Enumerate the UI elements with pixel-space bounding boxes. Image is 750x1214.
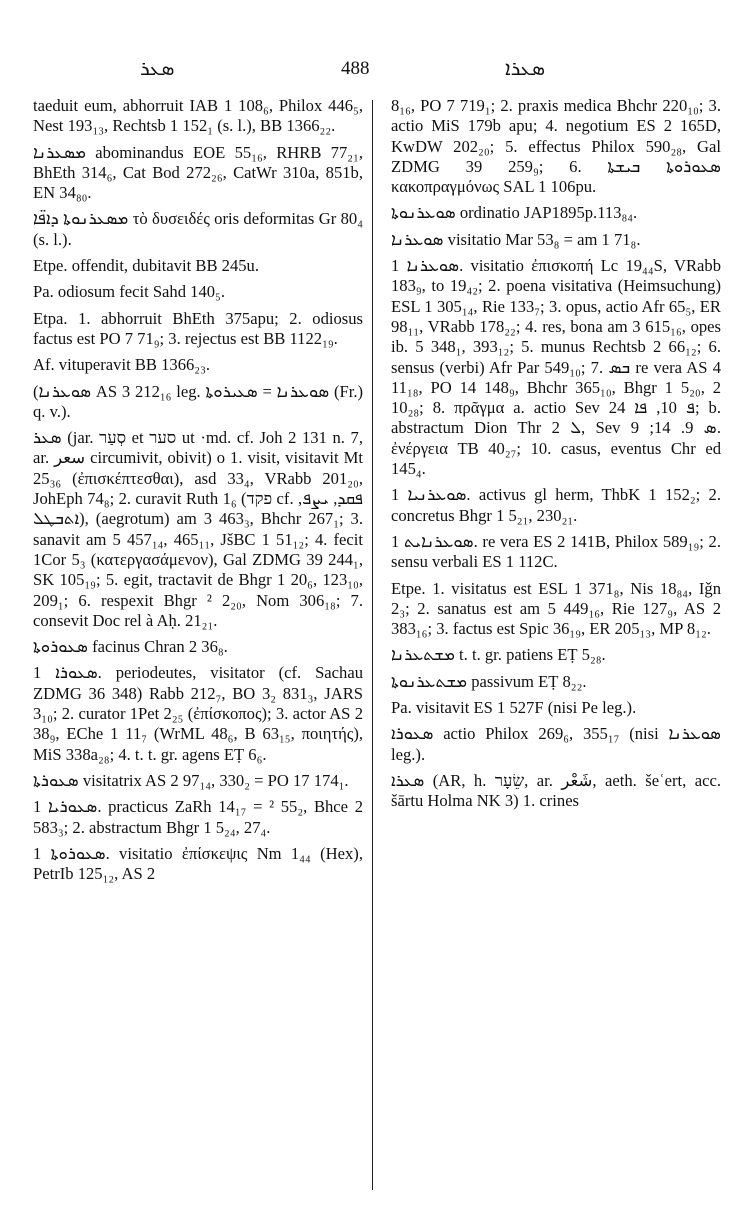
dictionary-entry: ܣܥܘܪܐ actio Philox 269₆, 355₁₇ (nisi ܣܘܥܪܢܐ leg.). bbox=[391, 724, 721, 764]
running-head-right: ܣܥܪܐ bbox=[505, 58, 546, 80]
dictionary-entry: Pa. visitavit ES 1 527F (nisi Pe leg.). bbox=[391, 698, 637, 718]
dictionary-entry: ܡܫܬܥܪܢܐ t. t. gr. patiens EṬ 5₂₈. bbox=[391, 645, 606, 665]
dictionary-entry: ܣܘܥܪܢܐܝܬ 1. re vera ES 2 141B, Philox 589₁₉; 2. sensu verbali ES 1 112C. bbox=[391, 531, 721, 572]
dictionary-entry: ܣܥܪ (jar. סְעַר et סער ut ·md. cf. Joh 2 131 n. 7, ar. سعر circumivit, obivit) ο 1. visit, visitavit Mt 25₃₆ (ἐπισκέπτεσθαι), asd 33₄, VRabb 201₂₀, JohEph 74₈; 2. curavit Ruth 1₆ (פקד cf. ܦܩܕ, ܝܨܦ, ܐܬܒܛܠ), (aegrotum) am 3 463₃, Bhchr 267₁; 3. sanavit am 5 457₁₄, 465₁₁, JšBC 1 51₁₂; 4. fecit 1Cor 5₃ (κατεργασάμενον), Gal ZDMG 39 244₁, SK 105₁₉; 5. egit, tractavit de Bhgr 1 20₆, 123₁₀, 209₁; 6. respexit Bhgr ² 2₂₀, Nom 306₁₈; 7. consevit Doc rel à Aḥ. 21₂₁. bbox=[33, 428, 363, 630]
dictionary-entry: ܣܥܘܪܘܬܐ facinus Chran 2 36₈. bbox=[33, 637, 228, 657]
column-divider bbox=[372, 100, 373, 1190]
right-column bbox=[391, 96, 721, 1186]
dictionary-entry: Etpa. 1. abhorruit BhEth 375apu; 2. odiosus factus est PO 7 71₉; 3. rejectus est BB 1122₁₉. bbox=[33, 308, 363, 348]
dictionary-entry: Etpe. offendit, dubitavit BB 245u. bbox=[33, 256, 259, 276]
dictionary-entry: Pa. odiosum fecit Sahd 140₅. bbox=[33, 282, 225, 302]
page-header bbox=[0, 56, 750, 86]
dictionary-entry: ܣܥܘܪܬܐ visitatrix AS 2 97₁₄, 330₂ = PO 17 174₁. bbox=[33, 770, 349, 790]
dictionary-entry: ܡܣܥܪܢܘܬܐ ܕܐܦ̈ܐ τὸ δυσειδές oris deformitas Gr 80₄ (s. l.). bbox=[33, 209, 363, 249]
dictionary-entry: 8₁₆, PO 7 719₁; 2. praxis medica Bhchr 220₁₀; 3. actio MiS 179b apu; 4. negotium ES 2 165D, KwDW 202₂₀; 5. effectus Philox 590₂₈, Gal ZDMG 39 259₉; 6. ܣܥܘܪܘܬܐ ܒܝܫܬܐ κακοπραγμόνως SAL 1 106pu. bbox=[391, 96, 721, 197]
dictionary-entry: ܡܫܬܥܪܢܘܬܐ passivum EṬ 8₂₂. bbox=[391, 671, 587, 691]
dictionary-entry: ܣܘܥܪܢܘܬܐ ordinatio JAP1895p.113₈₄. bbox=[391, 203, 638, 223]
dictionary-entry: ܣܥܪܐ (AR, h. שֵׂעָר, ar. شَعْر, aeth. šeʿert, acc. šārtu Holma NK 3) 1. crines bbox=[391, 770, 721, 811]
dictionary-entry: ܣܥܘܪܐ 1. periodeutes, visitator (cf. Sachau ZDMG 36 348) Rabb 212₇, BO 3₂ 831₃, JARS 3₁₀; 2. curator 1Pet 2₂₅ (ἐπίσκοπος); 3. actor AS 2 38₉, EChe 1 11₇ (WrML 48₆, B 63₁₅, ποιητής), MiS 338a₂₈; 4. t. t. gr. agens EṬ 6₆. bbox=[33, 663, 363, 764]
dictionary-entry: ܣܘܥܪܢܐ visitatio Mar 53₈ = am 1 71₈. bbox=[391, 229, 641, 249]
page-number: 488 bbox=[341, 58, 370, 79]
dictionary-entry: ܣܥܘܪܝܐ 1. practicus ZaRh 14₁₇ = ² 55₂, Bhce 2 583₃; 2. abstractum Bhgr 1 5₂₄, 27₄. bbox=[33, 797, 363, 837]
running-head-left: ܣܥܪ bbox=[140, 58, 175, 80]
dictionary-entry: Etpe. 1. visitatus est ESL 1 371₈, Nis 18₈₄, Iǧn 2₃; 2. sanatus est am 5 449₁₆, Rie 127₉, AS 2 383₁₆; 3. factus est Spic 36₁₉, ER 205₁₃, MP 8₁₂. bbox=[391, 578, 721, 639]
dictionary-entry: ܣܘܥܪܢܐ 1. visitatio ἐπισκοπή Lc 19₄₄S, VRabb 183₉, to 19₄₂; 2. poena visitativa (Heimsuchung) ESL 1 305₁₄, Rie 133₇; 3. opus, actio Afr 65₅, ER 98₁₁, VRabb 178₂₂; 4. res, bona am 3 615₁₆, opes ib. 5 348₁, 393₁₂; 5. munus Rechtsb 2 66₁₂; 6. sensus (verbi) Afr Par 549₁₀; 7. ܒܣ re vera AS 4 11₁₈, PO 14 148₉, Bhchr 365₁₀, Bhgr 1 5₂₀, 2 10₂₈; 8. πρᾶγμα a. actio Sev ܦ 10, ܦܐ 24; b. abstractum Dion Thr ܠ 2, Sev ܣ 9. 14; 9. ἐνέργεια TB 40₂₇; 10. casus, eventus Chr ed 145₄. bbox=[391, 256, 721, 479]
dictionary-entry: ܣܘܥܪܢܝܐ 1. activus gl herm, ThbK 1 152₂; 2. concretus Bhgr 1 5₂₁, 230₂₁. bbox=[391, 485, 721, 525]
dictionary-entry: ܡܣܥܪܢܐ abominandus EOE 55₁₆, RHRB 77₂₁, BhEth 314₆, Cat Bod 272₂₆, CatWr 310a, 851b, EN 34₈₀. bbox=[33, 142, 363, 203]
dictionary-entry: (ܣܘܥܪܢܐ AS 3 212₁₆ leg. ܣܘܥܪܢܐ = ܣܥܝܪܘܬܐ (Fr.) q. v.). bbox=[33, 381, 363, 421]
left-column bbox=[33, 96, 363, 1186]
dictionary-entry: Af. vituperavit BB 1366₂₃. bbox=[33, 355, 211, 375]
dictionary-entry: ܣܥܘܪܘܬܐ 1. visitatio ἐπίσκεψις Nm 1₄₄ (Hex), PetrIb 125₁₂, AS 2 bbox=[33, 843, 363, 884]
dictionary-entry: taeduit eum, abhorruit IAB 1 108₆, Philox 446₅, Nest 193₁₃, Rechtsb 1 152₁ (s. l.), BB 1366₂₂. bbox=[33, 96, 363, 136]
